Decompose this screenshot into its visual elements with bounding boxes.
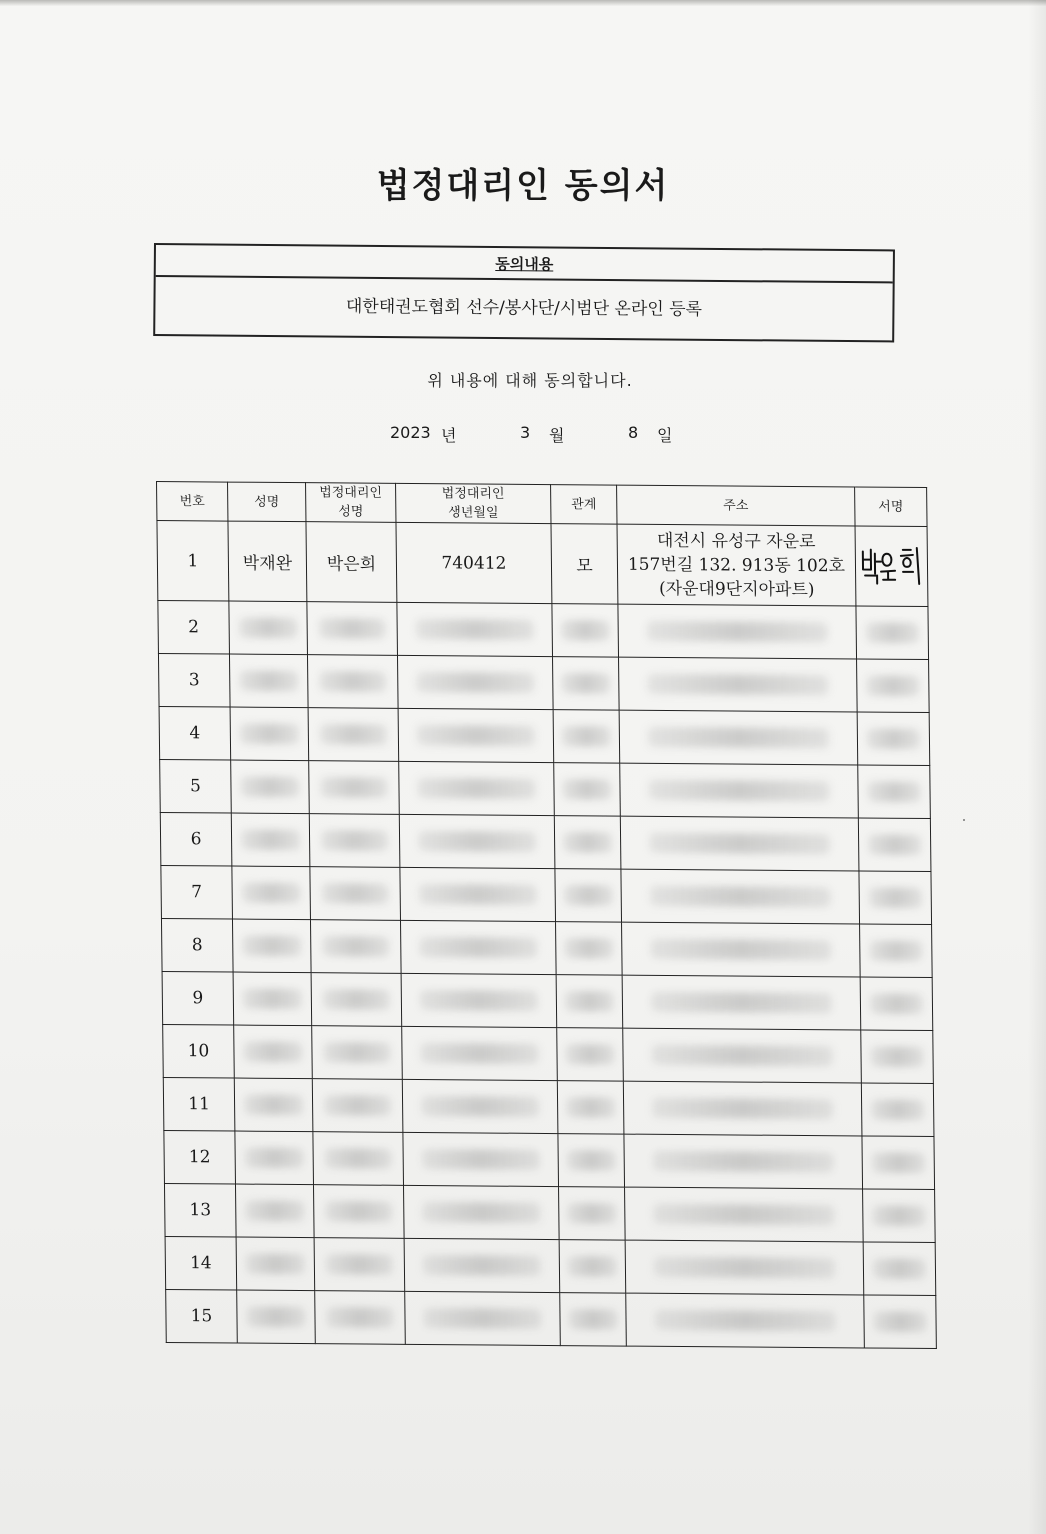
- redaction-blur: [320, 777, 388, 798]
- cell-redacted: [307, 602, 398, 656]
- redaction-blur: [242, 936, 301, 956]
- header-guardian-name-line2: 성명: [338, 504, 364, 520]
- cell-address: [617, 524, 856, 606]
- cell-redacted: [313, 1185, 404, 1239]
- redaction-blur: [416, 619, 533, 640]
- cell-redacted: [625, 1240, 864, 1295]
- date-day-unit: 일: [657, 426, 673, 445]
- table-row: [162, 971, 933, 1030]
- cell-guardian-birth: 740412: [396, 522, 552, 603]
- header-address: 주소: [617, 485, 855, 526]
- header-name: 성명: [228, 482, 306, 522]
- cell-redacted: [309, 814, 400, 868]
- cell-redacted: [231, 760, 310, 814]
- header-guardian-name: [306, 483, 396, 523]
- cell-redacted: [560, 1293, 627, 1347]
- redaction-blur: [322, 989, 390, 1010]
- header-no: 번호: [157, 482, 228, 522]
- cell-redacted: [862, 1136, 935, 1190]
- document-title: 법정대리인 동의서: [376, 166, 670, 206]
- cell-redacted: [235, 1131, 314, 1185]
- cell-no: 11: [163, 1077, 235, 1131]
- cell-redacted: [625, 1187, 864, 1242]
- table-row: [160, 812, 931, 871]
- redaction-blur: [566, 1097, 616, 1117]
- redaction-blur: [563, 885, 613, 905]
- redaction-blur: [318, 618, 386, 639]
- cell-redacted: [315, 1291, 406, 1345]
- cell-no: 2: [158, 601, 230, 655]
- cell-redacted: [858, 765, 931, 819]
- consent-box: [153, 243, 895, 342]
- redaction-blur: [245, 1201, 304, 1221]
- date-day: 8: [628, 423, 639, 442]
- cell-no: 10: [163, 1024, 235, 1078]
- cell-redacted: [622, 922, 861, 977]
- header-signature: 서명: [855, 487, 927, 527]
- redaction-blur: [324, 1148, 392, 1169]
- redaction-blur: [655, 1310, 835, 1331]
- paper-top-edge: [0, 0, 1046, 6]
- redaction-blur: [872, 1206, 926, 1226]
- redaction-blur: [326, 1307, 394, 1328]
- redaction-blur: [565, 991, 615, 1011]
- redaction-blur: [871, 1100, 925, 1120]
- cell-redacted: [861, 1083, 934, 1137]
- cell-redacted: [555, 869, 622, 923]
- redaction-blur: [324, 1095, 392, 1116]
- cell-redacted: [552, 604, 619, 658]
- cell-redacted: [235, 1184, 314, 1238]
- cell-redacted: [233, 972, 312, 1026]
- redaction-blur: [649, 780, 829, 801]
- cell-redacted: [236, 1237, 315, 1291]
- cell-redacted: [229, 601, 308, 655]
- redaction-blur: [868, 835, 922, 855]
- redaction-blur: [560, 620, 610, 640]
- cell-redacted: [557, 1028, 624, 1082]
- table-row: [158, 601, 929, 660]
- redaction-blur: [568, 1309, 618, 1329]
- table-row: [166, 1289, 937, 1348]
- redaction-blur: [242, 883, 301, 903]
- cell-redacted: [620, 763, 859, 818]
- cell-redacted: [623, 1028, 862, 1083]
- cell-signature: [855, 526, 928, 607]
- table-row: [165, 1236, 936, 1295]
- cell-redacted: [623, 1081, 862, 1136]
- cell-redacted: [399, 814, 555, 868]
- cell-redacted: [863, 1189, 936, 1243]
- cell-no: 1: [157, 521, 229, 602]
- cell-no: 14: [165, 1236, 237, 1290]
- redaction-blur: [866, 729, 920, 749]
- redaction-blur: [323, 1042, 391, 1063]
- cell-redacted: [400, 867, 556, 921]
- redaction-blur: [424, 1308, 541, 1329]
- cell-redacted: [558, 1134, 625, 1188]
- redaction-blur: [420, 990, 537, 1011]
- cell-redacted: [309, 761, 400, 815]
- cell-redacted: [311, 973, 402, 1027]
- cell-redacted: [556, 922, 623, 976]
- cell-redacted: [554, 816, 621, 870]
- cell-redacted: [557, 1081, 624, 1135]
- redaction-blur: [321, 883, 389, 904]
- redaction-blur: [421, 1043, 538, 1064]
- redaction-blur: [247, 1307, 306, 1327]
- redaction-blur: [563, 832, 613, 852]
- redaction-blur: [566, 1150, 616, 1170]
- redaction-blur: [870, 1047, 924, 1067]
- cell-relation: 모: [551, 524, 618, 605]
- guardian-table: [156, 481, 936, 1375]
- cell-redacted: [397, 602, 553, 656]
- redaction-blur: [423, 1255, 540, 1276]
- redaction-blur: [418, 778, 535, 799]
- redaction-blur: [867, 782, 921, 802]
- cell-redacted: [857, 712, 930, 766]
- redaction-blur: [568, 1256, 618, 1276]
- redaction-blur: [241, 777, 300, 797]
- redaction-blur: [239, 671, 298, 691]
- redaction-blur: [652, 1045, 832, 1066]
- table-row: [157, 521, 928, 607]
- redaction-blur: [654, 1257, 834, 1278]
- address-line-2: 157번길 132. 913동 102호: [627, 554, 846, 576]
- cell-redacted: [621, 869, 860, 924]
- redaction-blur: [422, 1149, 539, 1170]
- redaction-blur: [873, 1312, 927, 1332]
- cell-redacted: [398, 708, 554, 762]
- redaction-blur: [322, 936, 390, 957]
- cell-redacted: [404, 1238, 560, 1292]
- address-line-3: (자운대9단지아파트): [658, 578, 815, 600]
- cell-redacted: [232, 919, 311, 973]
- redaction-blur: [417, 672, 534, 693]
- cell-no: 15: [166, 1289, 238, 1343]
- redaction-blur: [418, 831, 535, 852]
- consent-header-label: 동의내용: [495, 254, 554, 274]
- agreement-statement: 위 내용에 대해 동의합니다.: [427, 371, 633, 390]
- cell-redacted: [559, 1240, 626, 1294]
- cell-redacted: [860, 924, 933, 978]
- redaction-blur: [421, 1096, 538, 1117]
- cell-redacted: [400, 920, 556, 974]
- cell-redacted: [402, 1026, 558, 1080]
- redaction-blur: [240, 724, 299, 744]
- cell-redacted: [308, 708, 399, 762]
- redaction-blur: [651, 992, 831, 1013]
- redaction-blur: [871, 1153, 925, 1173]
- redaction-blur: [567, 1203, 617, 1223]
- cell-guardian-name: 박은희: [306, 522, 397, 603]
- table-row: [158, 653, 929, 712]
- cell-redacted: [405, 1291, 561, 1345]
- redaction-blur: [650, 886, 830, 907]
- header-guardian-birth: [396, 483, 551, 523]
- table-header-row: [157, 482, 928, 527]
- redaction-blur: [564, 938, 614, 958]
- cell-redacted: [619, 657, 858, 712]
- handwritten-signature: [856, 539, 927, 588]
- cell-redacted: [310, 920, 401, 974]
- paper-right-shadow: [1028, 0, 1046, 1534]
- redaction-blur: [244, 1042, 303, 1062]
- table-row: [159, 706, 930, 765]
- header-relation: 관계: [551, 485, 617, 525]
- address-line-1: 대전시 유성구 자운로: [656, 530, 816, 552]
- header-guardian-birth-line2: 생년월일: [448, 505, 499, 521]
- cell-no: 12: [164, 1130, 236, 1184]
- date-year: 2023: [390, 423, 431, 442]
- cell-redacted: [554, 763, 621, 817]
- cell-no: 7: [161, 865, 233, 919]
- redaction-blur: [868, 888, 922, 908]
- redaction-blur: [648, 727, 828, 748]
- redaction-blur: [872, 1259, 926, 1279]
- cell-redacted: [313, 1132, 404, 1186]
- cell-redacted: [860, 977, 933, 1031]
- cell-redacted: [859, 871, 932, 925]
- redaction-blur: [245, 1148, 304, 1168]
- redaction-blur: [239, 618, 298, 638]
- header-guardian-birth-line1: 법정대리인: [441, 486, 505, 502]
- cell-redacted: [556, 975, 623, 1029]
- redaction-blur: [241, 830, 300, 850]
- redaction-blur: [866, 676, 920, 696]
- cell-redacted: [402, 1079, 558, 1133]
- cell-redacted: [397, 655, 553, 709]
- cell-redacted: [401, 973, 557, 1027]
- redaction-blur: [649, 833, 829, 854]
- cell-redacted: [553, 657, 620, 711]
- redaction-blur: [562, 726, 612, 746]
- redaction-blur: [321, 830, 389, 851]
- date-month: 3: [520, 423, 531, 442]
- cell-redacted: [399, 761, 555, 815]
- cell-redacted: [863, 1242, 936, 1296]
- redaction-blur: [869, 941, 923, 961]
- redaction-blur: [561, 673, 611, 693]
- cell-no: 9: [162, 971, 234, 1025]
- table-row: [161, 865, 932, 924]
- cell-redacted: [310, 867, 401, 921]
- redaction-blur: [562, 779, 612, 799]
- cell-redacted: [857, 659, 930, 713]
- redaction-blur: [654, 1204, 834, 1225]
- redaction-blur: [420, 937, 537, 958]
- cell-redacted: [237, 1290, 316, 1344]
- redaction-blur: [325, 1201, 393, 1222]
- cell-redacted: [312, 1079, 403, 1133]
- cell-redacted: [234, 1078, 313, 1132]
- cell-redacted: [861, 1030, 934, 1084]
- cell-redacted: [403, 1132, 559, 1186]
- cell-redacted: [553, 710, 620, 764]
- redaction-blur: [319, 724, 387, 745]
- redaction-blur: [653, 1151, 833, 1172]
- redaction-blur: [419, 884, 536, 905]
- cell-redacted: [312, 1026, 403, 1080]
- cell-no: 13: [164, 1183, 236, 1237]
- table-row: [163, 1024, 934, 1083]
- cell-redacted: [234, 1025, 313, 1079]
- date-year-unit: 년: [441, 426, 457, 445]
- cell-redacted: [307, 655, 398, 709]
- cell-redacted: [229, 654, 308, 708]
- cell-redacted: [624, 1134, 863, 1189]
- redaction-blur: [651, 939, 831, 960]
- table-row: [163, 1077, 934, 1136]
- cell-redacted: [626, 1293, 865, 1348]
- redaction-blur: [647, 621, 827, 642]
- cell-redacted: [856, 606, 929, 660]
- redaction-blur: [652, 1098, 832, 1119]
- table-row: [161, 918, 932, 977]
- cell-redacted: [231, 813, 310, 867]
- redaction-blur: [244, 1095, 303, 1115]
- redaction-blur: [423, 1202, 540, 1223]
- redaction-blur: [565, 1044, 615, 1064]
- cell-redacted: [864, 1295, 937, 1349]
- redaction-blur: [417, 725, 534, 746]
- redaction-blur: [869, 994, 923, 1014]
- consent-content: 대한태권도협회 선수/봉사단/시범단 온라인 등록: [345, 296, 703, 320]
- paper-speck: [963, 819, 965, 821]
- cell-no: 8: [161, 918, 233, 972]
- redaction-blur: [246, 1254, 305, 1274]
- cell-no: 4: [159, 706, 231, 760]
- cell-redacted: [230, 707, 309, 761]
- cell-redacted: [403, 1185, 559, 1239]
- cell-redacted: [559, 1187, 626, 1241]
- redaction-blur: [865, 623, 919, 643]
- redaction-blur: [648, 674, 828, 695]
- cell-redacted: [619, 710, 858, 765]
- date-month-unit: 월: [549, 426, 565, 445]
- redaction-blur: [319, 671, 387, 692]
- table-row: [164, 1183, 935, 1242]
- cell-redacted: [232, 866, 311, 920]
- cell-redacted: [858, 818, 931, 872]
- cell-name: 박재완: [228, 521, 307, 602]
- redaction-blur: [325, 1254, 393, 1275]
- header-guardian-name-line1: 법정대리인: [319, 485, 383, 501]
- cell-redacted: [622, 975, 861, 1030]
- cell-redacted: [314, 1238, 405, 1292]
- table-row: [164, 1130, 935, 1189]
- cell-no: 3: [158, 653, 230, 707]
- table-row: [160, 759, 931, 818]
- cell-no: 6: [160, 812, 232, 866]
- cell-no: 5: [160, 759, 232, 813]
- redaction-blur: [243, 989, 302, 1009]
- cell-redacted: [620, 816, 859, 871]
- cell-redacted: [618, 604, 857, 659]
